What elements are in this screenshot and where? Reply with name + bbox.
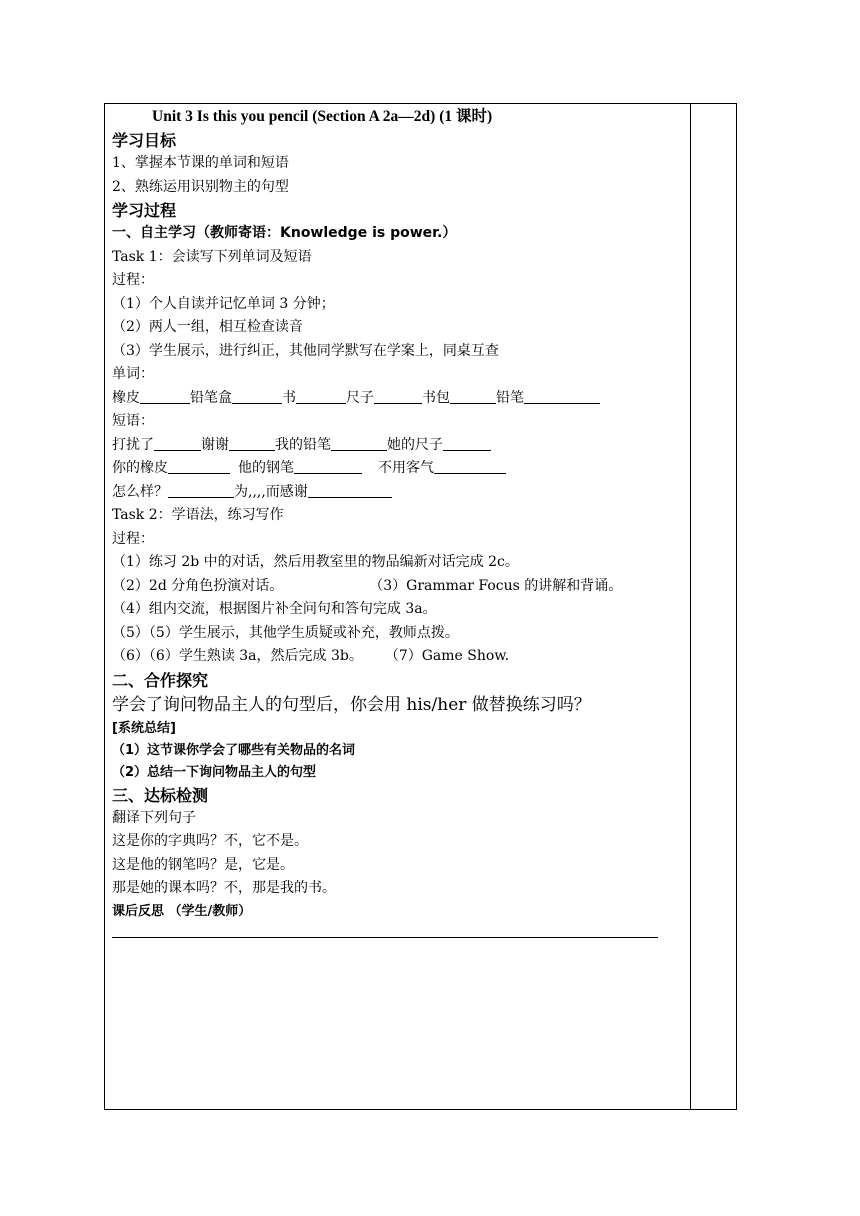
word-blank[interactable]	[296, 388, 346, 404]
process-label: 过程：	[112, 530, 154, 547]
part3-heading: 三、达标检测	[112, 785, 209, 805]
summary-label: [系统总结]	[112, 720, 176, 736]
step-item: （4）组内交流，根据图片补全问句和答句完成 3a。	[112, 601, 437, 617]
word-item: 尺子	[346, 389, 374, 406]
step-item: （3）学生展示，进行纠正，其他同学默写在学案上，同桌互查	[112, 342, 499, 359]
phrase-blank[interactable]	[443, 435, 491, 451]
objective-item: 2、熟练运用识别物主的句型	[112, 178, 289, 195]
phrases-row	[112, 434, 686, 458]
reflection-line	[112, 937, 658, 938]
phrase-item: 她的尺子	[387, 436, 443, 453]
words-row	[112, 387, 686, 411]
word-blank[interactable]	[450, 388, 496, 404]
step-row	[112, 575, 686, 599]
words-label: 单词：	[112, 366, 154, 382]
phrase-item: 为,,,,而感谢	[234, 483, 308, 500]
task2-label: Task 2：学语法，练习写作	[112, 507, 284, 523]
translate-sentence: 那是她的课本吗？不，那是我的书。	[112, 880, 336, 896]
phrase-item: 我的铅笔	[275, 436, 331, 453]
phrase-item: 你的橡皮	[112, 460, 168, 476]
word-item: 铅笔	[496, 389, 524, 406]
word-item: 书	[282, 389, 296, 406]
phrase-item: 怎么样？	[112, 483, 168, 500]
translate-sentence: 这是你的字典吗？不，它不是。	[112, 833, 308, 849]
phrase-blank[interactable]	[168, 458, 230, 474]
step-item: （3）Grammar Focus 的讲解和背诵。	[369, 577, 623, 594]
phrase-blank[interactable]	[154, 435, 201, 451]
reflection-label: 课后反思 （学生/教师）	[112, 903, 252, 919]
word-blank[interactable]	[374, 388, 422, 404]
word-item: 橡皮	[112, 389, 140, 406]
step-item: （7）Game Show.	[384, 648, 510, 664]
summary-item: （2）总结一下询问物品主人的句型	[112, 764, 317, 780]
word-blank[interactable]	[232, 388, 282, 404]
phrase-blank[interactable]	[434, 458, 506, 474]
phrase-blank[interactable]	[294, 458, 362, 474]
part1-heading: 一、自主学习（教师寄语：Knowledge is power.）	[112, 225, 457, 241]
step-item: （2）两人一组，相互检查读音	[112, 319, 303, 335]
step-row	[112, 645, 686, 669]
lesson-title: Unit 3 Is this you pencil (Section A 2a—2d) (1 课时)	[152, 108, 493, 125]
step-item: （6）（6）学生熟读 3a，然后完成 3b。	[112, 648, 363, 664]
word-item: 书包	[422, 389, 450, 406]
phrase-item: 谢谢	[201, 436, 229, 453]
phrase-item: 他的钢笔	[238, 460, 294, 476]
task1-label: Task 1：会读写下列单词及短语	[112, 248, 312, 265]
lesson-content	[112, 104, 686, 923]
step-item: （1）个人自读并记忆单词 3 分钟；	[112, 295, 335, 312]
part2-question: 学会了询问物品主人的句型后，你会用 his/her 做替换练习吗？	[112, 694, 591, 715]
column-divider	[690, 103, 691, 1110]
process-heading: 学习过程	[112, 201, 177, 220]
phrase-blank[interactable]	[229, 435, 275, 451]
phrase-item: 不用客气	[378, 460, 434, 476]
phrase-blank[interactable]	[168, 482, 234, 498]
summary-item: （1）这节课你学会了哪些有关物品的名词	[112, 742, 356, 758]
phrase-blank[interactable]	[308, 482, 392, 498]
process-label: 过程：	[112, 272, 154, 288]
step-item: （5）（5）学生展示，其他学生质疑或补充，教师点拨。	[112, 624, 459, 641]
translate-instruction: 翻译下列句子	[112, 809, 196, 826]
step-item: （2）2d 分角色扮演对话。	[112, 577, 284, 594]
part2-heading: 二、合作探究	[112, 670, 209, 690]
phrases-label: 短语：	[112, 413, 154, 429]
word-blank[interactable]	[140, 388, 190, 404]
objectives-heading: 学习目标	[112, 131, 177, 150]
objective-item: 1、掌握本节课的单词和短语	[112, 155, 289, 171]
phrase-blank[interactable]	[331, 435, 387, 451]
step-item: （1）练习 2b 中的对话，然后用教室里的物品编新对话完成 2c。	[112, 554, 519, 570]
phrases-row	[112, 457, 686, 481]
phrase-item: 打扰了	[112, 436, 154, 453]
translate-sentence: 这是他的钢笔吗？是，它是。	[112, 856, 294, 873]
word-item: 铅笔盒	[190, 389, 232, 406]
word-blank[interactable]	[524, 388, 600, 404]
phrases-row	[112, 481, 686, 505]
